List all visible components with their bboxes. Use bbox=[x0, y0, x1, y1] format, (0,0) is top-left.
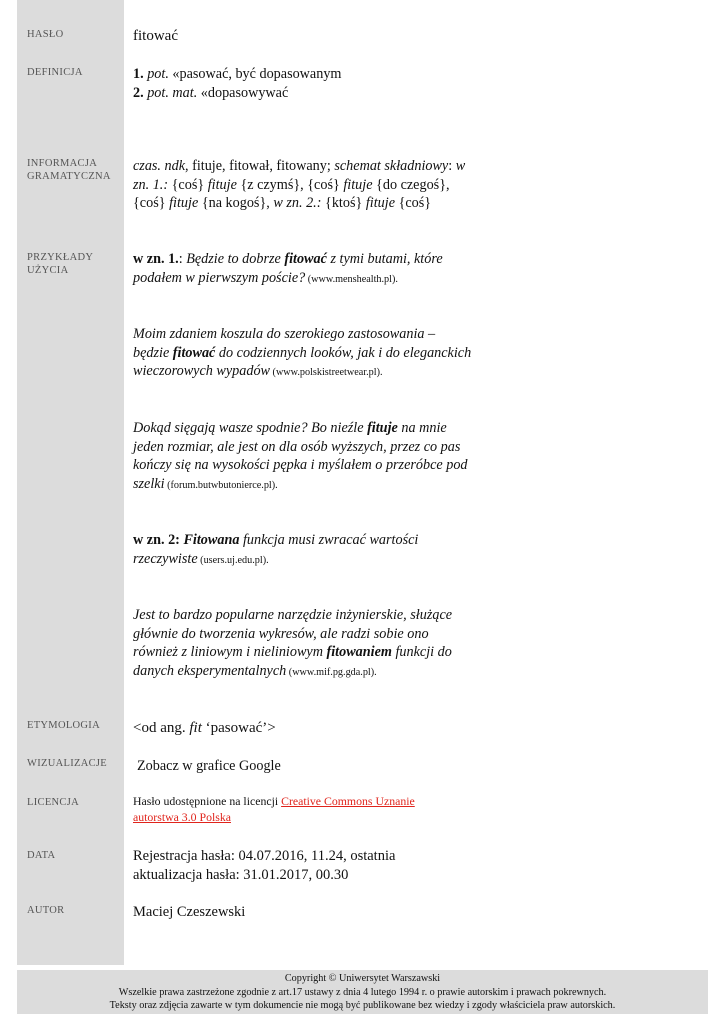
license-text: Hasło udostępnione na licencji Creative Commons Uznanie autorstwa 3.0 Polska bbox=[133, 794, 415, 824]
label-haslo: HASŁO bbox=[27, 29, 64, 40]
label-autor: AUTOR bbox=[27, 905, 65, 916]
definition-2: 2. pot. mat. «dopasowywać bbox=[133, 84, 289, 101]
footer-rights: Wszelkie prawa zastrzeżone zgodnie z art.17 ustawy z dnia 4 lutego 1994 r. o prawie autorskim i prawach pokrewnych. bbox=[118, 986, 607, 998]
label-data: DATA bbox=[27, 850, 56, 861]
label-licencja: LICENCJA bbox=[27, 797, 79, 808]
example-5: Jest to bardzo popularne narzędzie inżynierskie, służące głównie do tworzenia wykresów, ale radzi sobie ono również z liniowym i nieliniowym fitowaniem funkcji do danych eksperymentalnych (www.mif.pg.gda.pl). bbox=[133, 607, 453, 679]
example-3: Dokąd sięgają wasze spodnie? Bo nieźle fituje na mnie jeden rozmiar, ale jest on dla osób wyższych, przez co pas kończy się na wysokości pępka i myślałem o przeróbce pod szelki (forum.butwbutonierce.pl). bbox=[133, 420, 468, 492]
label-wizualizacje: WIZUALIZACJE bbox=[27, 758, 107, 769]
dates: Rejestracja hasła: 04.07.2016, 11.24, ostatnia aktualizacja hasła: 31.01.2017, 00.30 bbox=[133, 848, 396, 883]
label-etymologia: ETYMOLOGIA bbox=[27, 720, 100, 731]
copyright-footer bbox=[17, 970, 708, 1014]
label-informacja-gramatyczna: INFORMACJA GRAMATYCZNA bbox=[27, 158, 111, 182]
label-definicja: DEFINICJA bbox=[27, 67, 83, 78]
label-przyklady-uzycia: PRZYKŁADY UŻYCIA bbox=[27, 252, 94, 276]
grammar-info: czas. ndk, fituje, fitował, fitowany; schemat składniowy: w zn. 1.: {coś} fituje {z czymś}, {coś} fituje {do czegoś}, {coś} fituje {na kogoś}, w zn. 2.: {ktoś} fituje {coś} bbox=[133, 158, 466, 211]
definition-1: 1. pot. «pasować, być dopasowanym bbox=[133, 66, 342, 82]
definition-block bbox=[133, 65, 473, 102]
headword: fitować bbox=[133, 28, 178, 44]
example-1: w zn. 1.: Będzie to dobrze fitować z tymi butami, które podałem w pierwszym poście? (www.menshealth.pl). bbox=[133, 251, 443, 286]
footer-notice: Teksty oraz zdjęcia zawarte w tym dokumencie nie mogą być publikowane bez wiedzy i zgody właściciela praw autorskich. bbox=[109, 1000, 616, 1011]
footer-copyright: Copyright © Uniwersytet Warszawski bbox=[284, 973, 441, 984]
author: Maciej Czeszewski bbox=[133, 904, 246, 920]
example-2: Moim zdaniem koszula do szerokiego zastosowania – będzie fitować do codziennych looków, jak i do eleganckich wieczorowych wypadów (www.polskistreetwear.pl). bbox=[133, 326, 472, 379]
license-link[interactable]: Creative Commons Uznanie autorstwa 3.0 Polska bbox=[133, 794, 415, 824]
example-4: w zn. 2: Fitowana funkcja musi zwracać wartości rzeczywiste (users.uj.edu.pl). bbox=[133, 532, 419, 567]
etymology: <od ang. fit ‘pasować’> bbox=[133, 720, 276, 736]
google-images-link[interactable]: Zobacz w grafice Google bbox=[137, 758, 281, 774]
label-column bbox=[17, 0, 124, 965]
